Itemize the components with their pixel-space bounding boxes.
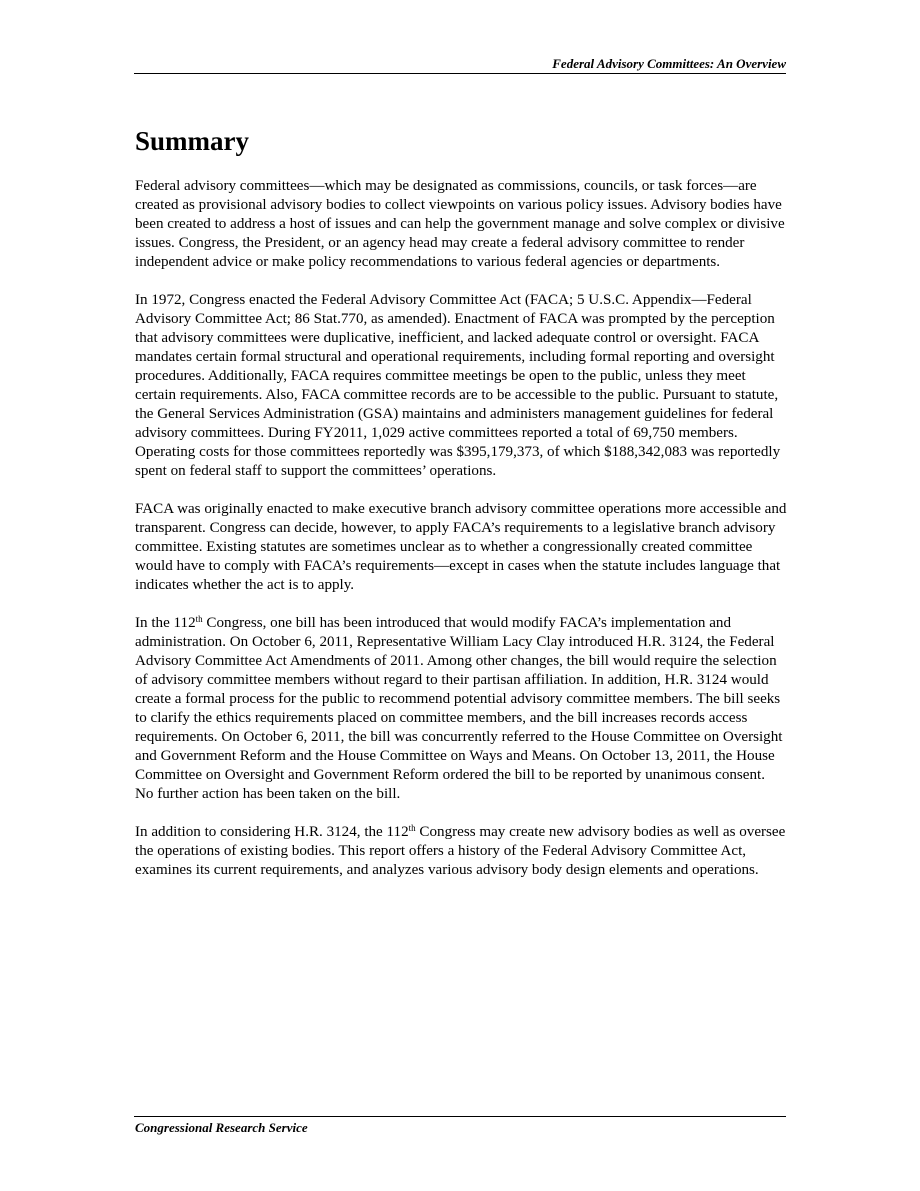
paragraph-faca-purpose: FACA was originally enacted to make executive branch advisory committee operations more accessible and transparent. Congress can decide, however, to apply FACA’s requirements to a legislative branch advisory committee. Existing statutes are sometimes unclear as to whether a congressionally created committee would have to comply with FACA’s requirements—except in cases when the statute includes language that indicates whether the act is to apply. <box>135 501 787 593</box>
paragraph-intro: Federal advisory committees—which may be designated as commissions, councils, or task forces—are created as provisional advisory bodies to collect viewpoints on various policy issues. Advisory bodies have been created to address a host of issues and can help the government manage and solve complex or divisive issues. Congress, the President, or an agency head may create a federal advisory committee to render independent advice or make policy recommendations to various federal agencies or departments. <box>135 178 785 270</box>
running-header: Federal Advisory Committees: An Overview <box>552 56 786 71</box>
ordinal-suffix: th <box>408 823 416 833</box>
summary-body <box>135 177 787 899</box>
header-rule <box>134 73 786 74</box>
paragraph-hr3124-rest: Congress, one bill has been introduced that would modify FACA’s implementation and administration. On October 6, 2011, Representative William Lacy Clay introduced H.R. 3124, the Federal Advisory Committee Act Amendments of 2011. Among other changes, the bill would require the selection of advisory committee members without regard to their partisan affiliation. In addition, H.R. 3124 would create a formal process for the public to recommend potential advisory committee members. The bill seeks to clarify the ethics requirements placed on committee members, and the bill increases records access requirements. On October 6, 2011, the bill was concurrently referred to the House Committee on Oversight and Government Reform and the House Committee on Ways and Means. On October 13, 2011, the House Committee on Oversight and Government Reform ordered the bill to be reported by unanimous consent. No further action has been taken on the bill. <box>135 615 783 802</box>
paragraph-hr3124-start: In the 112 <box>135 615 196 631</box>
footer-organization: Congressional Research Service <box>135 1120 308 1135</box>
ordinal-suffix: th <box>195 614 203 624</box>
page-title: Summary <box>135 126 249 156</box>
paragraph-hr3124 <box>135 614 787 804</box>
paragraph-faca-enactment: In 1972, Congress enacted the Federal Advisory Committee Act (FACA; 5 U.S.C. Appendix—Federal Advisory Committee Act; 86 Stat.770, as amended). Enactment of FACA was prompted by the perception that advisory committees were duplicative, inefficient, and lacked adequate control or oversight. FACA mandates certain formal structural and operational requirements, including formal reporting and oversight procedures. Additionally, FACA requires committee meetings be open to the public, unless they meet certain requirements. Also, FACA committee records are to be accessible to the public. Pursuant to statute, the General Services Administration (GSA) maintains and administers management guidelines for federal advisory committees. During FY2011, 1,029 active committees reported a total of 69,750 members. Operating costs for those committees reportedly was $395,179,373, of which $188,342,083 was reportedly spent on federal staff to support the committees’ operations. <box>135 292 781 479</box>
paragraph-report-scope-start: In addition to considering H.R. 3124, the 112 <box>135 824 409 840</box>
paragraph-report-scope-rest: Congress may create new advisory bodies as well as oversee the operations of existing bodies. This report offers a history of the Federal Advisory Committee Act, examines its current requirements, and analyzes various advisory body design elements and operations. <box>135 824 786 878</box>
paragraph-report-scope <box>135 823 787 880</box>
footer-rule <box>134 1116 786 1117</box>
